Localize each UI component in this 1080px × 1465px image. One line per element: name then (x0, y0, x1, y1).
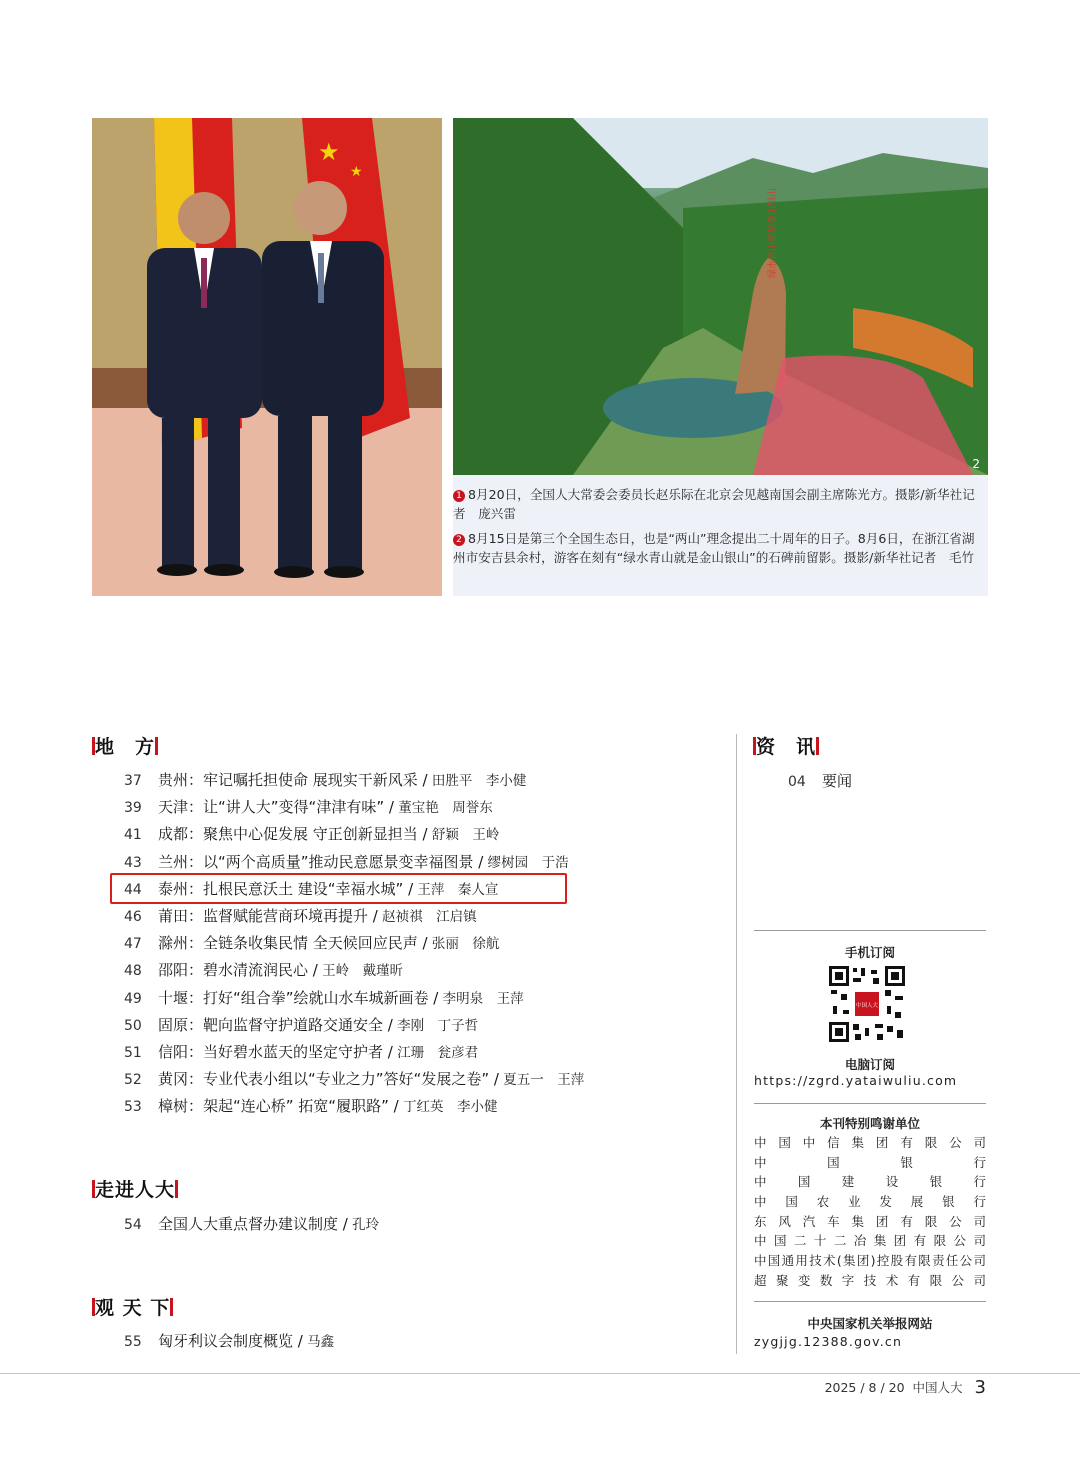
toc-item[interactable] (124, 930, 584, 957)
sponsor-item: 中国农业发展银行 (754, 1194, 986, 1210)
section-title-text: 走进人大 (95, 1179, 176, 1201)
toc-authors: 王萍 秦人宣 (413, 881, 499, 898)
caption-box (453, 475, 988, 596)
toc-page: 41 (124, 827, 142, 844)
toc-title: 樟树：架起“连心桥” 拓宽“履职路” / (158, 1097, 399, 1116)
caption-text: 8月20日，全国人大常委会委员长赵乐际在北京会见越南国会副主席陈光方。摄影/新华社记者 庞兴雷 (453, 487, 975, 521)
toc-page: 49 (124, 990, 142, 1007)
toc-title: 兰州：以“两个高质量”推动民意愿景变幸福图景 / (158, 852, 484, 871)
sponsor-list (754, 1133, 986, 1291)
toc-page: 51 (124, 1044, 142, 1061)
toc-title: 邵阳：碧水清流润民心 / (158, 961, 318, 980)
pc-subscribe-label: 电脑订阅 (844, 1057, 895, 1072)
column-divider (736, 734, 737, 1354)
toc-page: 43 (124, 854, 142, 871)
toc-title: 固原：靶向监督守护道路交通安全 / (158, 1015, 393, 1034)
toc-authors: 王岭 戴瑾昕 (317, 963, 404, 980)
toc-authors: 江珊 瓮彦君 (392, 1044, 479, 1061)
toc-page: 50 (124, 1017, 142, 1034)
pc-subscribe-url[interactable]: https://zgrd.yataiwuliu.com (754, 1073, 958, 1088)
sponsors-title: 本刊特别鸣谢单位 (819, 1116, 920, 1131)
toc-item[interactable] (124, 1093, 584, 1120)
section-title-text: 观 天 下 (95, 1297, 171, 1319)
sponsor-item: 东风汽车集团有限公司 (754, 1213, 986, 1229)
toc-item[interactable] (124, 821, 584, 848)
section-title-zixun (753, 735, 819, 759)
toc-authors: 赵祯祺 江启镇 (377, 908, 477, 925)
toc-title: 全国人大重点督办建议制度 / (158, 1215, 348, 1233)
sponsor-item: 中国通用技术(集团)控股有限责任公司 (754, 1253, 986, 1269)
toc-title: 十堰：打好“组合拳”绘就山水车城新画卷 / (158, 988, 439, 1007)
caption-1 (453, 485, 980, 523)
divider (754, 930, 986, 931)
section-bar (155, 737, 158, 755)
page-footer (825, 1377, 986, 1398)
toc-item[interactable] (124, 1211, 379, 1238)
report-site-title: 中央国家机关举报网站 (807, 1316, 933, 1331)
photo-meeting-illustration (92, 118, 442, 596)
sponsor-item: 超聚变数字技术有限公司 (754, 1272, 986, 1288)
toc-item-zixun[interactable] (788, 770, 852, 791)
footer-page-number: 3 (974, 1377, 986, 1398)
toc-page: 37 (124, 773, 142, 789)
toc-item[interactable] (124, 849, 584, 876)
sponsor-item: 中国银行 (754, 1154, 986, 1170)
section-title-guan (92, 1296, 173, 1320)
toc-page: 52 (124, 1072, 142, 1089)
footer-divider (0, 1373, 1080, 1374)
photo-landscape (453, 118, 988, 475)
toc-item[interactable] (124, 1066, 584, 1093)
svg-text:★: ★ (350, 164, 363, 180)
toc-title: 成都：聚焦中心促发展 守正创新显担当 / (158, 825, 428, 844)
toc-item[interactable] (124, 767, 584, 794)
toc-item[interactable] (124, 1039, 584, 1066)
qr-logo-text: 中国人大 (855, 1003, 879, 1009)
toc-list-guan (124, 1328, 334, 1355)
caption-number-badge: 2 (453, 534, 465, 546)
footer-magazine: 中国人大 (912, 1380, 963, 1395)
toc-title: 泰州：扎根民意沃土 建设“幸福水城” / (158, 879, 414, 898)
toc-authors: 缪树园 于浩 (483, 854, 569, 871)
sponsor-item: 中国中信集团有限公司 (754, 1135, 986, 1150)
toc-page: 04 (788, 774, 806, 790)
stone-inscription: 绿水青山就是金山银山 (768, 187, 778, 278)
toc-authors: 舒颖 王岭 (427, 827, 500, 844)
caption-text: 8月15日是第三个全国生态日，也是“两山”理念提出二十周年的日子。8月6日，在浙江省湖州市安吉县余村，游客在刻有“绿水青山就是金山银山”的石碑前留影。摄影/新华社记者 毛竹 (453, 531, 975, 565)
toc-authors: 张丽 徐航 (427, 936, 500, 953)
photo-number: 2 (972, 457, 980, 471)
caption-number-badge: 1 (453, 490, 465, 502)
toc-authors: 马鑫 (302, 1334, 335, 1350)
toc-title: 滁州：全链条收集民情 全天候回应民声 / (158, 934, 428, 953)
toc-authors: 董宝艳 周誉东 (393, 800, 493, 817)
toc-authors: 丁红英 李小健 (398, 1099, 498, 1116)
toc-page: 55 (124, 1334, 142, 1350)
toc-title: 黄冈：专业代表小组以“专业之力”答好“发展之卷” / (158, 1070, 499, 1089)
svg-text:★: ★ (318, 138, 340, 166)
toc-title: 信阳：当好碧水蓝天的坚定守护者 / (158, 1042, 393, 1061)
toc-item[interactable] (124, 794, 584, 821)
section-title-difang (92, 735, 158, 759)
mobile-subscribe-label: 手机订阅 (844, 945, 895, 960)
footer-date: 2025 / 8 / 20 (824, 1380, 905, 1395)
toc-title: 要闻 (822, 772, 853, 790)
toc-authors: 孔玲 (347, 1217, 380, 1233)
toc-item[interactable] (124, 903, 584, 930)
section-title-text: 地 方 (95, 736, 156, 758)
toc-page: 53 (124, 1099, 142, 1116)
section-bar (816, 737, 819, 755)
toc-title: 匈牙利议会制度概览 / (158, 1332, 303, 1350)
caption-2 (453, 529, 980, 567)
toc-item[interactable] (124, 985, 584, 1012)
toc-item[interactable] (124, 1328, 334, 1355)
qr-code-icon[interactable] (829, 966, 905, 1042)
toc-page: 47 (124, 936, 142, 953)
toc-page: 48 (124, 963, 142, 980)
sponsor-item: 中国建设银行 (754, 1174, 986, 1190)
report-site-url[interactable]: zygjjg.12388.gov.cn (754, 1334, 903, 1349)
toc-authors: 夏五一 王萍 (498, 1072, 585, 1089)
divider (754, 1301, 986, 1302)
section-bar (175, 1180, 178, 1198)
toc-authors: 李明泉 王萍 (438, 990, 524, 1007)
photo-landscape-illustration (453, 118, 988, 475)
toc-page: 44 (124, 881, 142, 898)
section-bar (170, 1298, 173, 1316)
sponsor-item: 中国二十二冶集团有限公司 (754, 1233, 986, 1249)
toc-authors: 田胜平 李小健 (427, 773, 527, 789)
toc-list-zoujin (124, 1211, 379, 1238)
toc-item[interactable] (124, 1012, 584, 1039)
section-title-zoujin (92, 1178, 178, 1202)
section-title-text: 资 讯 (756, 736, 817, 758)
toc-page: 54 (124, 1217, 142, 1233)
toc-item[interactable] (124, 957, 584, 984)
toc-title: 贵州：牢记嘱托担使命 展现实干新风采 / (158, 771, 428, 789)
toc-title: 天津：让“讲人大”变得“津津有味” / (158, 798, 394, 817)
photo-meeting (92, 118, 442, 596)
toc-authors: 李刚 丁子哲 (392, 1017, 479, 1034)
toc-list-difang (124, 767, 584, 1120)
toc-page: 46 (124, 908, 142, 925)
highlight-box (110, 873, 567, 904)
toc-page: 39 (124, 800, 142, 817)
toc-title: 莆田：监督赋能营商环境再提升 / (158, 906, 378, 925)
divider (754, 1103, 986, 1104)
